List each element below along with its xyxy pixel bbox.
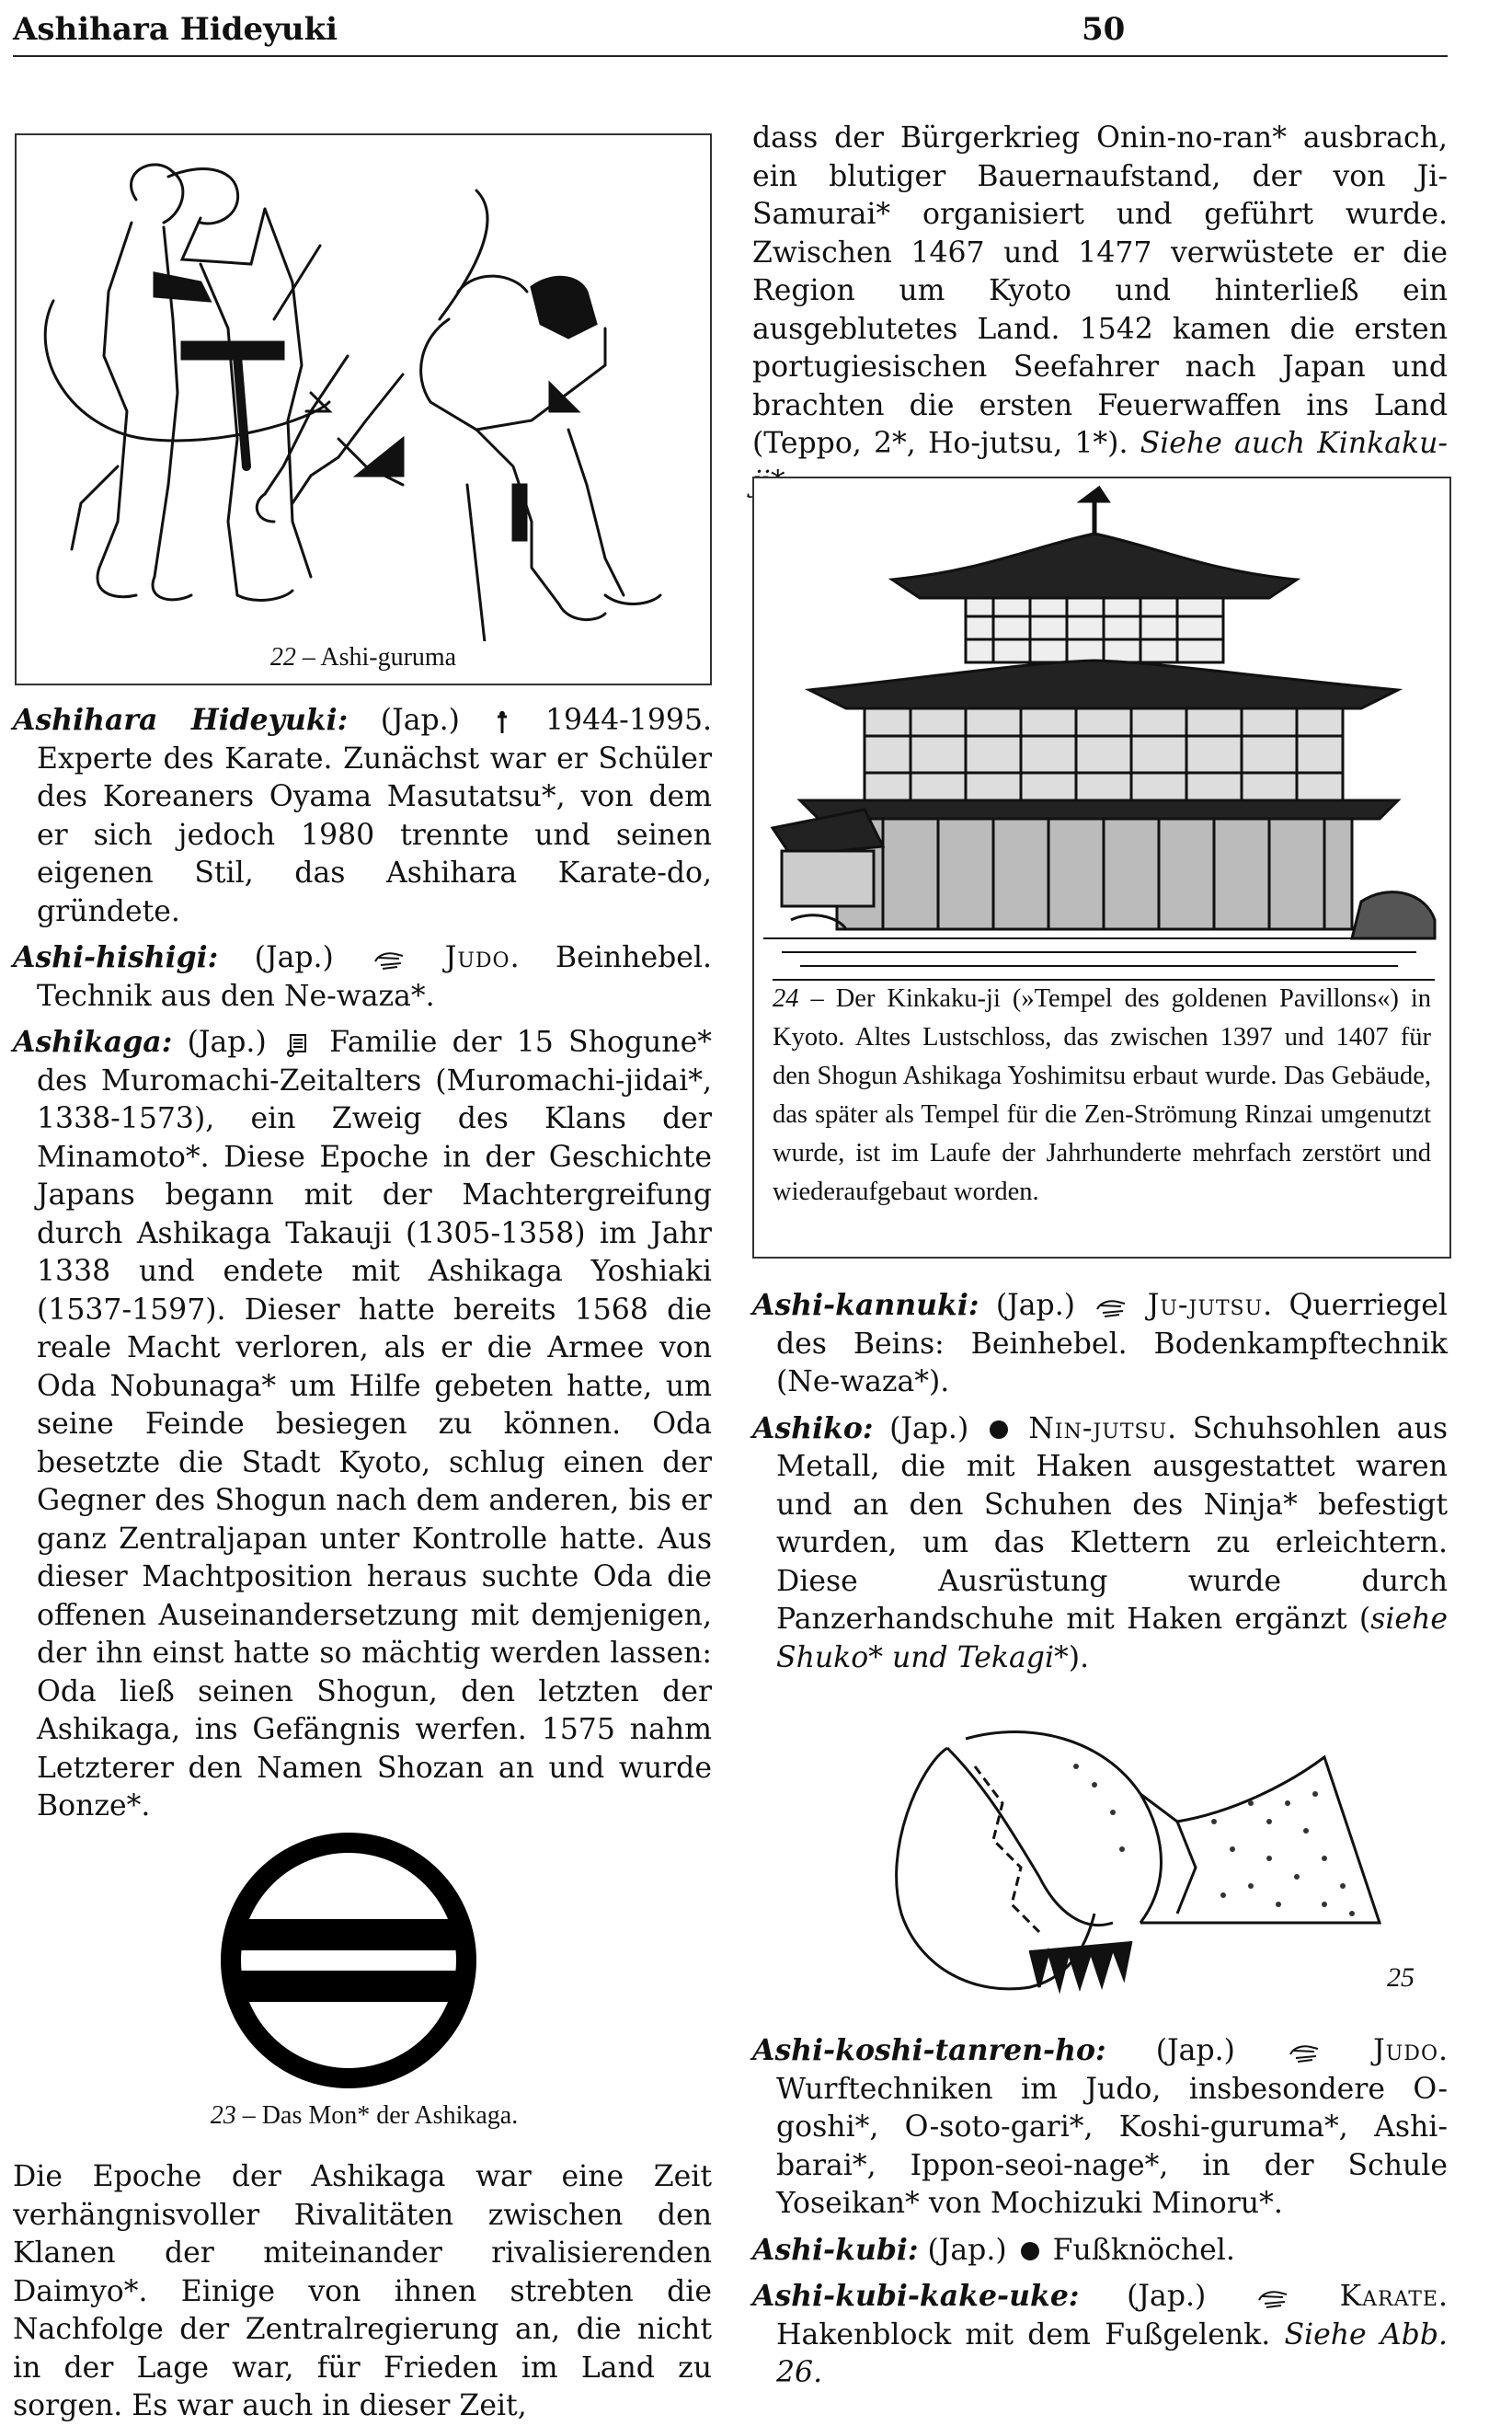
language-tag: (Jap.) bbox=[348, 704, 493, 737]
figure-24-number: 24 bbox=[773, 984, 799, 1013]
ashikaga-epoch-paragraph: Die Epoche der Ashikaga war eine Zeit verhängnisvoller Rivalitäten zwischen den Klanen der miteinander rivalisierenden Daimyo*. Einige von ihnen strebten die Nachfolge der Zentralregierung an, die nicht in der Lage war, für Frieden im Land zu sorgen. Es war auch in dieser Zeit, bbox=[13, 2160, 712, 2422]
hand-technique-icon bbox=[1289, 2041, 1320, 2064]
headword: Ashikaga: bbox=[13, 1025, 173, 1059]
figure-25 bbox=[865, 1711, 1448, 2015]
kinkaku-ji-illustration bbox=[754, 478, 1449, 994]
entry-ashihara-hideyuki bbox=[13, 701, 712, 931]
entry-text: . Schuhsohlen aus Metall, die mit Haken ausgestattet waren und an den Schuhen des Ninja* befestigt wurden, um das Klettern zu erleichtern. Diese Ausrüstung wurde durch Panzerhandschuhe mit Haken ergänzt ( bbox=[776, 1411, 1448, 1636]
entry-text: . Querriegel des Beins: Beinhebel. Bodenkampftechnik (Ne-waza*). bbox=[776, 1289, 1448, 1398]
figure-22 bbox=[15, 133, 712, 685]
ashiko-spiked-sole-illustration bbox=[865, 1711, 1448, 2015]
death-dagger-icon bbox=[496, 710, 509, 734]
entry-text-tail: ). bbox=[1068, 1640, 1090, 1674]
category-nin-jutsu: Nin-jutsu bbox=[1028, 1411, 1168, 1445]
running-header bbox=[13, 7, 1448, 57]
figure-23-caption-text: – Das Mon* der Ashikaga. bbox=[242, 2101, 519, 2130]
black-dot-icon bbox=[1020, 2241, 1040, 2261]
left-column bbox=[13, 701, 712, 1834]
see-figure-26: Siehe Abb. 26. bbox=[776, 2317, 1449, 2389]
entry-ashikaga bbox=[13, 1023, 712, 1826]
black-dot-icon bbox=[989, 1420, 1009, 1440]
language-tag: (Jap.) bbox=[1079, 2280, 1254, 2313]
right-column-entries bbox=[752, 1286, 1448, 1684]
see-also-kinkaku-ji: Siehe auch Kinkaku- bbox=[1140, 427, 1449, 460]
entry-text: Familie der 15 Shogune* des Muromachi-Zeitalters (Muromachi-jidai*, 1338-1573), ein Zweig des Klans der Minamoto*. Diese Epoche in der Geschichte Japans begann mit der Machtergreifung durch Ashikaga Takauji (1305-1358) im Jahr 1338 und endete mit Ashikaga Yoshiaki (1537-1597). Dieser hatte bereits 1568 die reale Macht verloren, als er die Armee von Oda Nobunaga* um Hilfe gebeten hatte, um seine Feinde besiegen zu können. Oda besetzte die Stadt Kyoto, schlug einen der Gegner des Shogun nach dem anderen, bis er ganz Zentraljapan unter Kontrolle hatte. Aus dieser Machtposition heraus suchte Oda die offenen Auseinandersetzung mit demjenigen, der ihn einst hatte so mächtig werden lassen: Oda ließ seinen Shogun, den letzten der Ashikaga, ins Gefängnis werfen. 1575 nahm Letzterer den Namen Shozan an und wurde Bonze*. bbox=[37, 1026, 712, 1822]
right-column-bottom-entries bbox=[752, 2031, 1448, 2400]
running-title: Ashihara Hideyuki bbox=[13, 11, 338, 48]
headword: Ashi-kubi: bbox=[752, 2232, 919, 2267]
entry-ashi-kannuki bbox=[752, 1286, 1448, 1402]
category-judo: Judo bbox=[1373, 2034, 1438, 2067]
category-karate: Karate bbox=[1339, 2280, 1438, 2313]
figure-23-caption bbox=[15, 2098, 714, 2134]
left-column-bottom bbox=[13, 2158, 712, 2426]
hand-technique-icon bbox=[1257, 2287, 1289, 2309]
ashi-guruma-illustration bbox=[17, 135, 710, 641]
headword: Ashiko: bbox=[752, 1410, 874, 1445]
entry-ashi-hishigi bbox=[13, 938, 712, 1016]
category-judo: Judo bbox=[444, 941, 510, 974]
language-tag: (Jap.) bbox=[979, 1289, 1093, 1322]
language-tag: (Jap.) bbox=[172, 1026, 281, 1059]
language-tag: (Jap.) bbox=[873, 1411, 985, 1445]
figure-24 bbox=[752, 477, 1451, 1259]
entry-text: . Beinhebel. Technik aus den Ne-waza*. bbox=[37, 941, 713, 1013]
right-column-top bbox=[752, 120, 1448, 501]
see-also-shuko-tekagi: siehe Shuko* und Tekagi* bbox=[776, 1603, 1448, 1674]
hand-technique-icon bbox=[373, 949, 405, 971]
hand-technique-icon bbox=[1095, 1296, 1127, 1318]
language-tag: (Jap.) bbox=[218, 941, 371, 974]
entry-text: 1944-1995. Experte des Karate. Zunächst war er Schüler des Koreaners Oyama Masutatsu*, von dem er sich jedoch 1980 trennte und seinen eigenen Stil, das Ashihara Karate-do, gründete. bbox=[37, 704, 712, 928]
continued-paragraph-text: dass der Bürgerkrieg Onin-no-ran* ausbrach, ein blutiger Bauernaufstand, der von Ji-Samurai* organisiert und geführt wurde. Zwischen 1467 und 1477 verwüstete er die Region um Kyoto und hinterließ ein ausgeblutetes Land. 1542 kamen die ersten portugiesischen Seefahrer nach Japan und brachten die ersten Feuerwaffen ins Land (Teppo, 2*, Ho-jutsu, 1*). bbox=[752, 121, 1448, 460]
figure-24-caption-text: – Der Kinkaku-ji (»Tempel des goldenen Pavillons«) in Kyoto. Altes Lustschloss, das zwischen 1397 und 1407 für den Shogun Ashikaga Yoshimitsu erbaut wurde. Das Gebäude, das später als Tempel für die Zen-Strömung Rinzai umgenutzt wurde, ist im Laufe der Jahrhunderte mehrfach zerstört und wiederaufgebaut worden. bbox=[773, 984, 1432, 1206]
entry-text: Fußknöchel. bbox=[1043, 2233, 1235, 2267]
language-tag: (Jap.) bbox=[918, 2233, 1016, 2267]
entry-ashiko bbox=[752, 1409, 1448, 1678]
scroll-history-icon bbox=[285, 1031, 311, 1057]
figure-24-caption bbox=[773, 980, 1431, 1212]
figure-23-number: 23 bbox=[210, 2101, 236, 2130]
figure-25-number: 25 bbox=[1387, 1962, 1415, 1993]
figure-22-number: 22 bbox=[269, 643, 296, 672]
figure-22-caption bbox=[17, 639, 710, 676]
entry-ashi-koshi-tanren-ho bbox=[752, 2031, 1448, 2224]
figure-23 bbox=[15, 1831, 714, 2144]
entry-text: . Wurftechniken im Judo, insbesondere O-goshi*, O-soto-gari*, Koshi-guruma*, Ashi-barai*, Ippon-seoi-nage*, in der Schule Yoseikan* von Mochizuki Minoru*. bbox=[776, 2034, 1448, 2220]
language-tag: (Jap.) bbox=[1105, 2034, 1286, 2067]
entry-text: . Hakenblock mit dem Fußgelenk. bbox=[776, 2280, 1448, 2351]
category-ju-jutsu: Ju-jutsu bbox=[1147, 1289, 1264, 1322]
entry-ashi-kubi bbox=[752, 2231, 1448, 2271]
headword: Ashi-kubi-kake-uke: bbox=[752, 2279, 1080, 2313]
figure-22-caption-text: – Ashi-guruma bbox=[302, 643, 457, 672]
headword: Ashi-kannuki: bbox=[752, 1288, 979, 1322]
headword: Ashihara Hideyuki: bbox=[13, 703, 349, 737]
page-number: 50 bbox=[1082, 11, 1126, 48]
headword: Ashi-koshi-tanren-ho: bbox=[752, 2033, 1106, 2067]
headword: Ashi-hishigi: bbox=[13, 940, 219, 974]
ashikaga-mon-emblem bbox=[219, 1831, 478, 2090]
entry-ashi-kubi-kake-uke bbox=[752, 2277, 1448, 2393]
continued-paragraph bbox=[752, 120, 1448, 501]
